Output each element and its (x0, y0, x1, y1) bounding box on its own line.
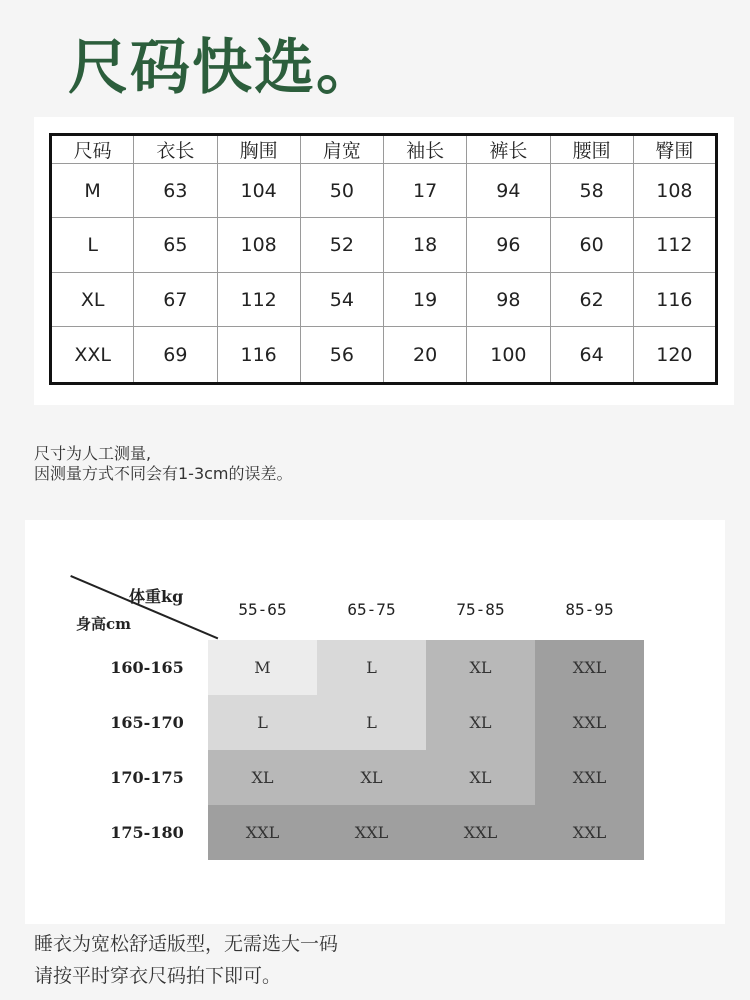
size-grid-cell: M (208, 640, 317, 695)
table-cell: 63 (134, 164, 217, 218)
table-cell: 50 (300, 164, 383, 218)
fit-note (34, 928, 338, 992)
measurement-note-line: 尺寸为人工测量, (34, 444, 152, 463)
table-cell: 17 (384, 164, 467, 218)
size-grid-cell: XXL (208, 805, 317, 860)
table-cell: 60 (550, 218, 633, 272)
size-grid-cell: XXL (535, 640, 644, 695)
table-cell: 120 (633, 327, 716, 384)
header-sleeve: 袖长 (384, 135, 467, 164)
size-grid-cell: XXL (535, 750, 644, 805)
header-waist: 腰围 (550, 135, 633, 164)
table-row (51, 164, 717, 218)
table-cell: 96 (467, 218, 550, 272)
table-cell: 112 (633, 218, 716, 272)
size-grid-cell: L (208, 695, 317, 750)
table-cell: 100 (467, 327, 550, 384)
table-cell: 64 (550, 327, 633, 384)
weight-range-header: 65-75 (347, 600, 396, 619)
header-size: 尺码 (51, 135, 134, 164)
size-grid-cell: XL (426, 695, 535, 750)
size-recommendation-chart (25, 520, 725, 924)
table-cell: 108 (217, 218, 300, 272)
table-row (51, 327, 717, 384)
table-cell: 94 (467, 164, 550, 218)
table-cell: 69 (134, 327, 217, 384)
size-grid-cell: L (317, 640, 426, 695)
measurement-note-line: 因测量方式不同会有1-3cm的误差。 (34, 464, 293, 483)
table-cell: 56 (300, 327, 383, 384)
measurement-note (34, 444, 293, 484)
fit-note-line: 请按平时穿衣尺码拍下即可。 (34, 965, 282, 987)
header-hip: 臀围 (633, 135, 716, 164)
table-cell: 104 (217, 164, 300, 218)
height-range-header: 165-170 (110, 713, 184, 732)
table-cell: L (51, 218, 134, 272)
size-grid-cell: XXL (535, 695, 644, 750)
table-cell: 65 (134, 218, 217, 272)
table-cell: 52 (300, 218, 383, 272)
height-range-header: 160-165 (110, 658, 184, 677)
height-axis-label: 身高cm (76, 615, 132, 633)
table-cell: 116 (633, 272, 716, 326)
table-cell: 108 (633, 164, 716, 218)
size-grid-cell: XL (208, 750, 317, 805)
page-title: 尺码快选。 (68, 33, 378, 103)
table-cell: 112 (217, 272, 300, 326)
size-grid-cell: L (317, 695, 426, 750)
size-table (49, 133, 718, 385)
table-cell: XL (51, 272, 134, 326)
weight-range-header: 75-85 (456, 600, 505, 619)
table-row (51, 272, 717, 326)
table-cell: 20 (384, 327, 467, 384)
size-grid-cell: XL (426, 750, 535, 805)
size-grid-cell: XXL (426, 805, 535, 860)
size-grid-cell: XL (317, 750, 426, 805)
table-cell: 116 (217, 327, 300, 384)
header-length: 衣长 (134, 135, 217, 164)
size-grid-cell: XXL (535, 805, 644, 860)
fit-note-line: 睡衣为宽松舒适版型，无需选大一码 (34, 933, 339, 955)
table-cell: 67 (134, 272, 217, 326)
table-cell: 58 (550, 164, 633, 218)
table-cell: 54 (300, 272, 383, 326)
header-pants-length: 裤长 (467, 135, 550, 164)
table-cell: 18 (384, 218, 467, 272)
size-table-panel (34, 117, 734, 405)
size-grid-cell: XL (426, 640, 535, 695)
table-cell: 19 (384, 272, 467, 326)
weight-range-header: 85-95 (565, 600, 614, 619)
header-shoulder: 肩宽 (300, 135, 383, 164)
size-table-header-row (51, 135, 717, 164)
table-cell: 62 (550, 272, 633, 326)
table-cell: 98 (467, 272, 550, 326)
height-range-header: 175-180 (110, 823, 184, 842)
height-range-header: 170-175 (110, 768, 184, 787)
table-row (51, 218, 717, 272)
size-grid-cell: XXL (317, 805, 426, 860)
header-chest: 胸围 (217, 135, 300, 164)
weight-axis-label: 体重kg (129, 587, 184, 606)
table-cell: M (51, 164, 134, 218)
table-cell: XXL (51, 327, 134, 384)
weight-range-header: 55-65 (238, 600, 287, 619)
